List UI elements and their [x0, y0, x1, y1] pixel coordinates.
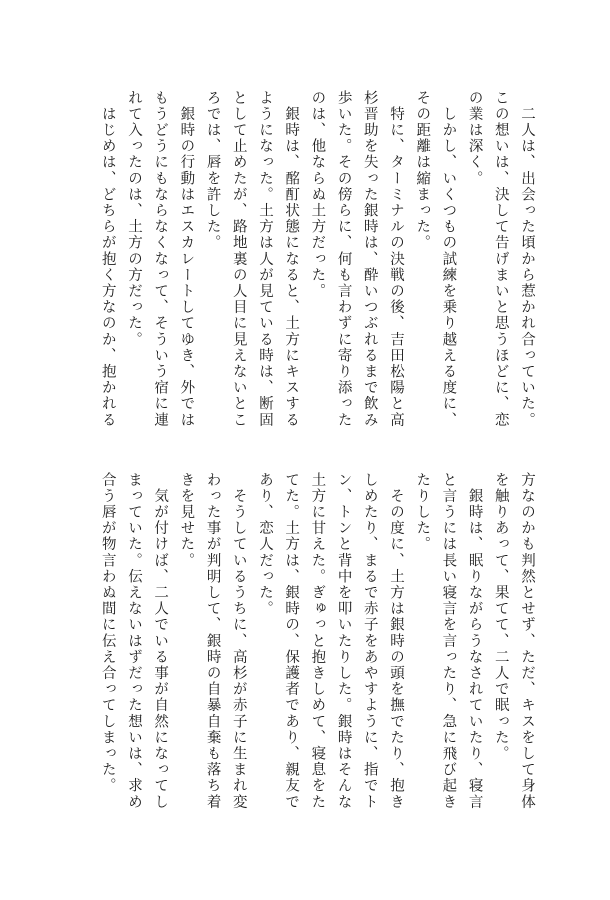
text-line: その距離は縮まった。: [414, 90, 431, 251]
text-line: 銀時は、酩酊状態になると、土方にキスする: [283, 90, 300, 429]
text-line: 歩いた。その傍らに、何も言わずに寄り添った: [335, 90, 352, 429]
text-line: たりした。: [414, 472, 431, 553]
text-line: はじめは、どちらが抱く方なのか、抱かれる: [99, 90, 116, 429]
text-line: そうしているうちに、高杉が赤子に生まれ変: [230, 472, 247, 811]
text-line: 気が付けば、二人でいる事が自然になってし: [152, 472, 169, 811]
text-line: ン、トンと背中を叩いたりした。銀時はそんな: [335, 472, 352, 811]
text-line: れて入ったのは、土方の方だった。: [125, 90, 142, 348]
text-line: 方なのかも判然とせず、ただ、キスをして身体: [519, 472, 535, 811]
text-line: の業は深く。: [466, 90, 483, 187]
text-line: まっていた。伝えないはずだった想いは、求め: [125, 472, 142, 811]
text-line: 合う唇が物言わぬ間に伝え合ってしまった。: [99, 472, 116, 794]
text-line: 杉晋助を失った銀時は、酔いつぶれるまで飲み: [361, 90, 378, 429]
lower-text-block: [95, 472, 540, 817]
text-line: のは、他ならぬ土方だった。: [309, 90, 326, 300]
text-line: 特に、ターミナルの決戦の後、吉田松陽と高: [387, 90, 404, 429]
text-line: あり、恋人だった。: [256, 472, 273, 617]
text-line: 土方に甘えた。ぎゅっと抱きしめて、寝息をた: [309, 472, 326, 811]
text-line: ろでは、唇を許した。: [204, 90, 221, 251]
text-line: てた。土方は、銀時の、保護者であり、親友で: [283, 472, 300, 811]
text-line: ようになった。土方は人が見ている時は、断固: [256, 90, 273, 429]
text-line: その度に、土方は銀時の頭を撫でたり、抱き: [387, 472, 404, 811]
text-line: として止めたが、路地裏の人目に見えないとこ: [230, 90, 247, 429]
text-line: しめたり、まるで赤子をあやすように、指でト: [361, 472, 378, 811]
text-line: しかし、いくつもの試練を乗り越える度に、: [440, 90, 457, 429]
text-line: もうどうにもならなくなって、そういう宿に連: [152, 90, 169, 429]
text-line: 銀時は、眠りながらうなされていたり、寝言: [466, 472, 483, 811]
text-line: きを見せた。: [178, 472, 195, 569]
text-line: わった事が判明して、銀時の自暴自棄も落ち着: [204, 472, 221, 811]
text-line: この想いは、決して告げまいと思うほどに、恋: [492, 90, 509, 429]
text-line: 二人は、出会った頃から惹かれ合っていた。: [519, 90, 535, 429]
text-line: と言うには長い寝言を言ったり、急に飛び起き: [440, 472, 457, 811]
text-line: 銀時の行動はエスカレートしてゆき、外では: [178, 90, 195, 429]
text-line: を触りあって、果てて、二人で眠った。: [492, 472, 509, 762]
upper-text-block: [95, 90, 540, 430]
